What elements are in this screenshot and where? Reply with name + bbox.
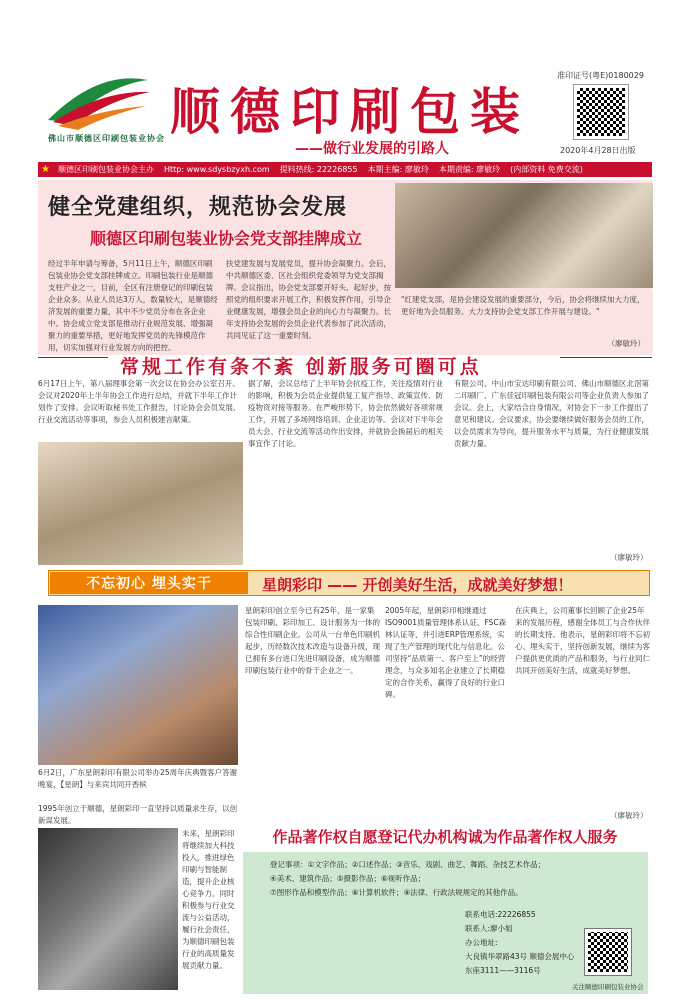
anniversary-photo	[38, 605, 238, 765]
section2-column-1: 6月17日上午，第八届理事会第一次会议在协会办公室召开。会议对2020年上半年协会工作进行总结，并就下半年工作计划作了安排。会议听取秘书处工作报告，讨论协会会员发展、行业交流活动等事项，参会人员积极建言献策。	[38, 379, 241, 424]
meeting-photo	[38, 442, 243, 565]
association-logo	[38, 60, 158, 140]
section3-column-2: 2005年起，星朗彩印相继通过ISO9001质量管理体系认证、FSC森林认证等，并引进ERP管理系统，实现了生产管理的现代化与信息化。公司坚持“品质第一、客户至上”的经营理念，与众多知名企业建立了长期稳定的合作关系，赢得了良好的行业口碑。	[385, 606, 507, 699]
website-link[interactable]: Http: www.sdysbzyxh.com	[164, 165, 270, 174]
issue-date: 2020年4月28日出版	[560, 146, 636, 155]
section3-column-1: 星朗彩印创立至今已有25年，是一家集包装印刷、彩印加工、设计服务为一体的综合性印刷企业。公司从一台单色印刷机起步，历经数次技术改造与设备升级，现已拥有多台进口先进印刷设备，成为顺德印刷包装行业中的骨干企业之一。	[245, 606, 380, 675]
registration-number: 准印证号(粤E)0180029	[557, 71, 644, 80]
ad-contact-room: 东座3111——3116号	[465, 966, 541, 975]
chief-editor: 本期主编: 廖敏玲	[367, 165, 429, 174]
newspaper-slogan: ——做行业发展的引路人	[295, 141, 449, 157]
top-story-byline: （廖敏玲）	[607, 339, 645, 348]
newspaper-title: 顺德印刷包装	[170, 82, 530, 141]
section3-intro: 1995年创立于顺德，星朗彩印一直坚持以质量求生存，以创新谋发展。	[38, 804, 238, 825]
plaque-ceremony-photo	[395, 183, 653, 288]
section3-side-text: 未来，星朗彩印将继续加大科技投入，推进绿色印刷与智能制造，提升企业核心竞争力。同时积极参与行业交流与公益活动，履行社会责任，为顺德印刷包装行业的高质量发展贡献力量。	[182, 829, 235, 970]
section2-headline: 常规工作有条不紊 创新服务可圈可点	[120, 356, 482, 378]
party-emblem-icon: ★	[41, 164, 50, 175]
section3-byline: （廖敏玲）	[610, 811, 648, 820]
qr-code-icon	[573, 84, 629, 140]
distribution-note: (内部资料 免费交流)	[510, 165, 583, 174]
section-divider-left	[38, 357, 108, 358]
top-story-caption-box	[395, 290, 653, 352]
qr-label: 关注顺德印刷包装业协会	[572, 983, 644, 991]
printing-type-photo	[38, 828, 178, 990]
ad-contact-address: 大良镇华翠路43号 顺德会展中心	[465, 952, 575, 961]
section-divider-right	[560, 357, 652, 358]
section2-byline: （廖敏玲）	[610, 553, 648, 562]
section2-column-3: 有限公司、中山市宝达印刷有限公司、佛山市顺德区北滘第二印刷厂、广东佳冠印刷包装有限公司等企业负责人参加了会议。会上，大家结合自身情况，对协会下一步工作提出了意见和建议。会议要求，协会要继续做好服务会员的工作，以会员需求为导向，提升服务水平与质量，为行业健康发展贡献力量。	[454, 379, 649, 448]
publisher: 顺德区印刷包装业协会主办	[58, 165, 154, 174]
qr-code-icon	[584, 928, 632, 976]
association-name: 佛山市顺德区印刷包装业协会	[48, 134, 165, 143]
ad-line-3: ⑦图形作品和模型作品；⑧计算机软件；⑨法律、行政法规规定的其他作品。	[270, 888, 523, 897]
section3-headline: 星朗彩印 —— 开创美好生活，成就美好梦想！	[262, 576, 573, 594]
top-story-subheadline: 顺德区印刷包装业协会党支部挂牌成立	[90, 229, 363, 248]
section2-column-2: 据了解，会议总结了上半年协会抗疫工作，关注疫情对行业的影响，积极为会员企业提供复工复产指导、政策宣传、防疫物资对接等服务。在严峻形势下，协会依然做好各项常规工作，开展了多场网络培训、企业走访等。会议对下半年会员大会、行业交流等活动作出安排，并就协会换届后的相关事宜作了讨论。	[248, 379, 443, 448]
top-story-column-1: 经过半年申请与筹备，5月11日上午，顺德区印刷包装业协会党支部挂牌成立。印刷包装行业是顺德支柱产业之一，目前，全区有注册登记的印刷包装企业众多。从业人员达3万人，数量较大，是顺德经济发展的重要力量，其中不少党员分布在各企业中。协会成立党支部是推动行业规范发展、增强凝聚力的重要举措，更好地发挥党员的先锋模范作用，切实加强对行业发展方向的把控。	[48, 259, 218, 352]
ad-title: 作品著作权自愿登记代办机构诚为作品著作权人服务	[272, 828, 618, 846]
hotline: 提料热线: 22226855	[279, 165, 358, 174]
anniversary-photo-caption: 6月2日，广东星朗彩印有限公司举办25周年庆典暨客户答谢晚宴，【星朗】与来宾共同开香槟	[38, 768, 238, 789]
editor: 本期责编: 廖敏玲	[438, 165, 501, 174]
ad-line-1: 登记事项：①文字作品；②口述作品；③音乐、戏剧、曲艺、舞蹈、杂技艺术作品；	[270, 860, 546, 869]
section3-tag: 不忘初心 埋头实干	[50, 572, 248, 594]
section3-column-3: 在庆典上，公司董事长回顾了企业25年来的发展历程，感谢全体员工与合作伙伴的长期支持。他表示，星朗彩印将不忘初心、埋头实干，坚持创新发展，继续为客户提供更优质的产品和服务，与行业同仁共同开创美好生活，成就美好梦想。	[515, 606, 650, 675]
ad-contact-address-label: 办公地址:	[465, 938, 498, 947]
top-story-column-2: 扶党建发展与发展党员，提升协会凝聚力。会后，中共顺德区委、区社会组织党委领导为党支部揭牌。会议指出，协会党支部要开好头、起好步，按照党的组织要求开展工作，积极发挥作用，引导企业健康发展，增强会员企业的向心力与凝聚力。长年支持协会发展的会员企业代表参加了此次活动，共同见证了这一重要时刻。	[226, 259, 391, 340]
top-story-headline: 健全党建组织，规范协会发展	[48, 194, 348, 220]
ad-line-2: ④美术、建筑作品；⑤摄影作品；⑥视听作品；	[270, 874, 426, 883]
top-story-caption: "红建党支部，是协会建设发展的重要部分，今后，协会将继续加大力度，更好地为会员服务。大力支持协会党支部工作开展与建设。"	[401, 295, 645, 316]
ad-contact-person: 联系人:廖小姐	[465, 924, 513, 933]
ad-contact-phone: 联系电话:22226855	[465, 910, 536, 919]
info-bar	[38, 162, 652, 177]
